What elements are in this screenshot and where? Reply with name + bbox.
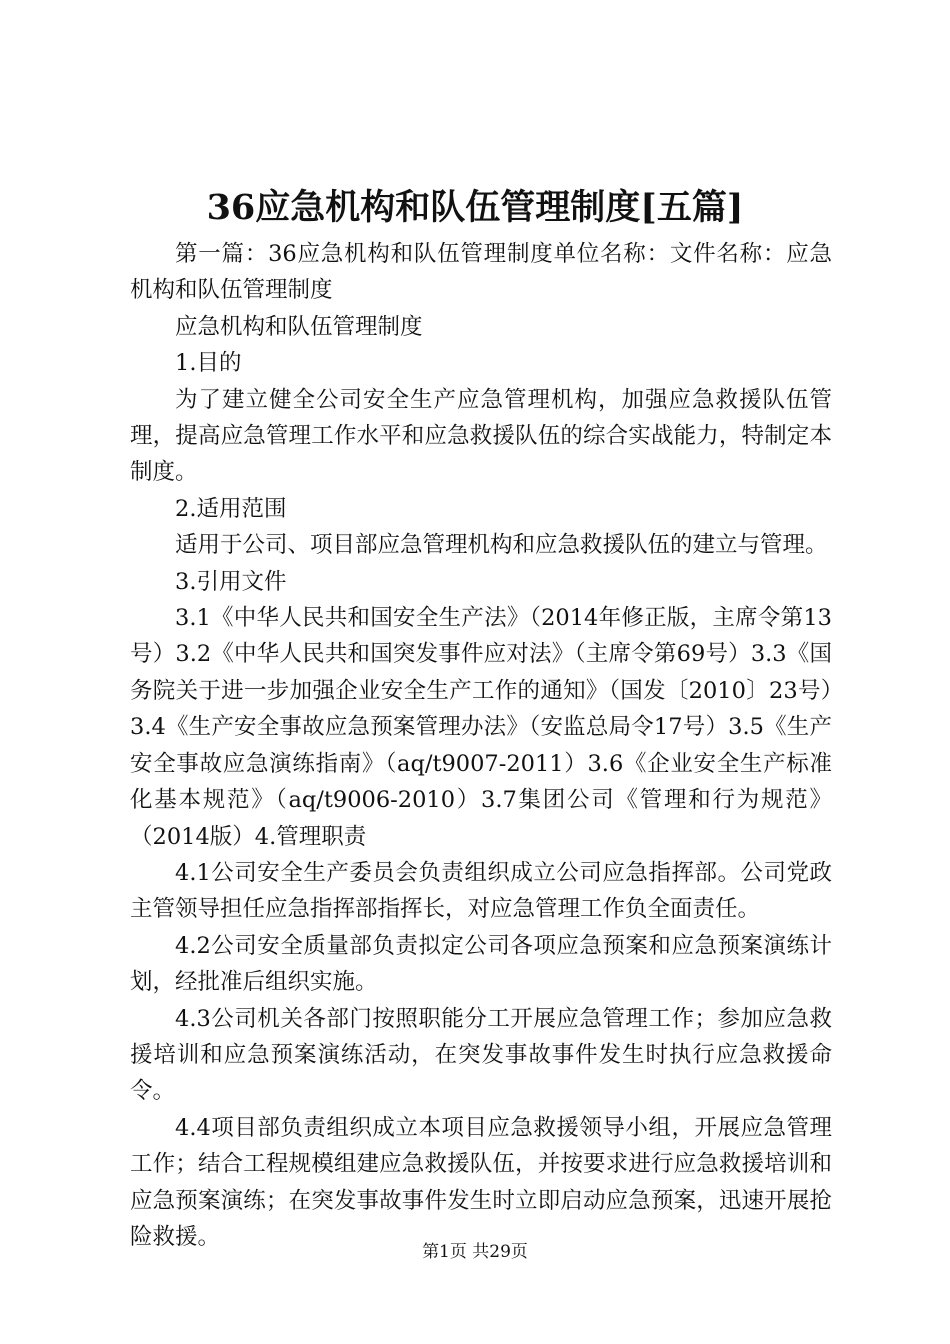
section-heading: 2.适用范围	[175, 495, 287, 522]
paragraph: 应急机构和队伍管理制度	[175, 313, 423, 340]
paragraph: 为了建立健全公司安全生产应急管理机构，加强应急救援队伍管理，提高应急管理工作水平和应急救援队伍的综合实战能力，特制定本制度。	[130, 386, 832, 486]
document-title: 36应急机构和队伍管理制度[五篇]	[206, 187, 744, 228]
paragraph: 3.1《中华人民共和国安全生产法》（2014年修正版，主席令第13号）3.2《中华人民共和国突发事件应对法》（主席令第69号）3.3《国务院关于进一步加强企业安全生产工作的通知》（国发〔2010〕23号）3.4《生产安全事故应急预案管理办法》（安监总局令17号）3.5《生产安全事故应急演练指南》（aq/t9007-2011）3.6《企业安全生产标准化基本规范》（aq/t9006-2010）3.7集团公司《管理和行为规范》（2014版）4.管理职责	[130, 605, 832, 850]
paragraph: 4.4项目部负责组织成立本项目应急救援领导小组，开展应急管理工作；结合工程规模组建应急救援队伍，并按要求进行应急救援培训和应急预案演练；在突发事故事件发生时立即启动应急预案，迅速开展抢险救援。	[130, 1114, 832, 1250]
document-body	[130, 236, 832, 1255]
section-heading: 3.引用文件	[175, 568, 287, 595]
paragraph: 4.3公司机关各部门按照职能分工开展应急管理工作；参加应急救援培训和应急预案演练活动，在突发事故事件发生时执行应急救援命令。	[130, 1005, 832, 1105]
paragraph: 4.1公司安全生产委员会负责组织成立公司应急指挥部。公司党政主管领导担任应急指挥部指挥长，对应急管理工作负全面责任。	[130, 859, 832, 923]
page-footer: 第1页 共29页	[422, 1242, 528, 1262]
paragraph: 4.2公司安全质量部负责拟定公司各项应急预案和应急预案演练计划，经批准后组织实施。	[130, 932, 832, 996]
section-heading: 1.目的	[175, 350, 242, 377]
paragraph: 适用于公司、项目部应急管理机构和应急救援队伍的建立与管理。	[175, 532, 828, 559]
paragraph: 第一篇：36应急机构和队伍管理制度单位名称：文件名称：应急机构和队伍管理制度	[130, 241, 832, 304]
